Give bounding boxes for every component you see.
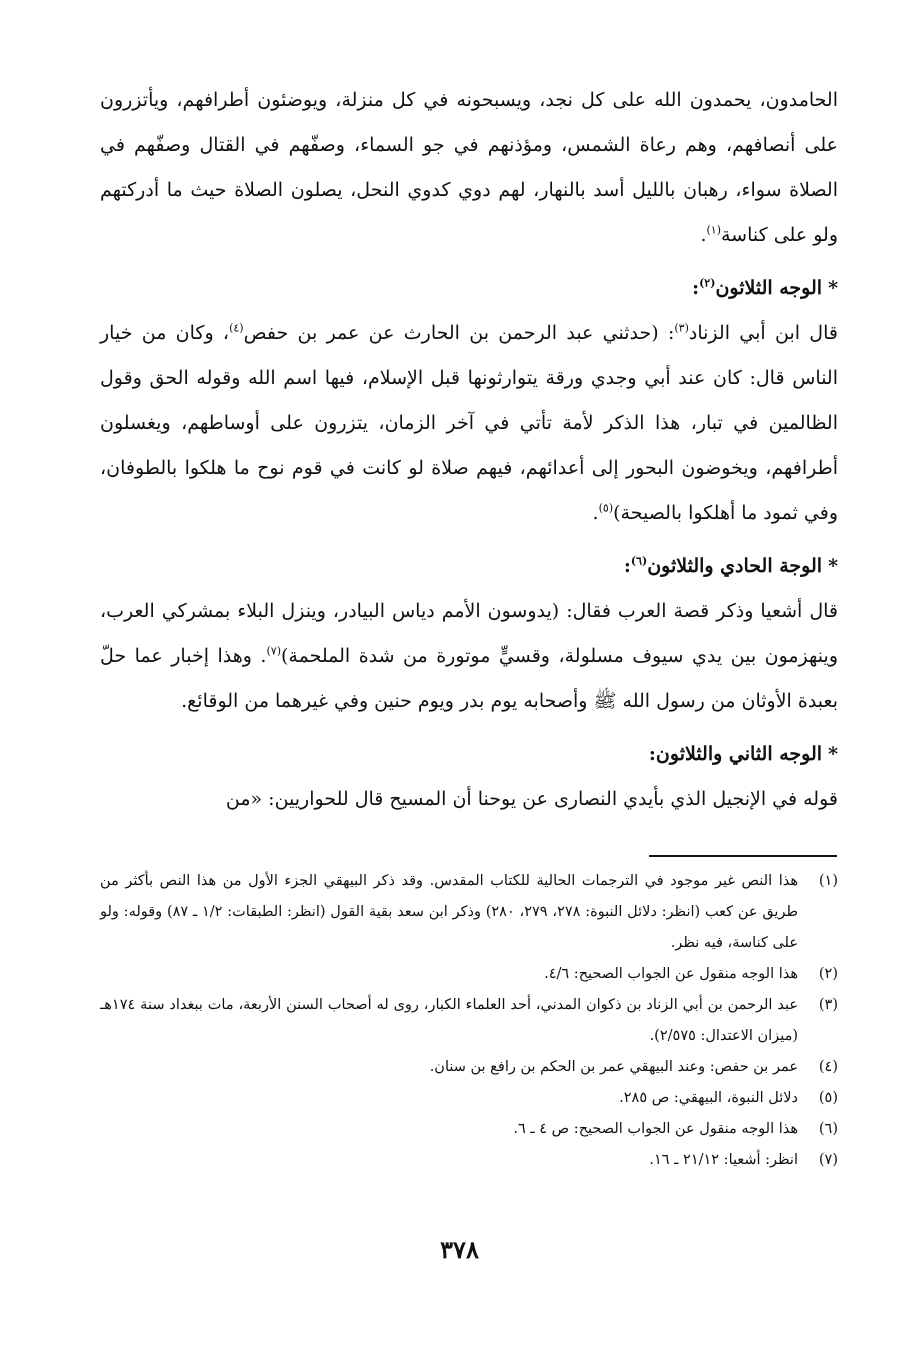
footnote-text: عبد الرحمن بن أبي الزناد بن ذكوان المدني، أحد العلماء الكبار، روى له أصحاب السنن الأربعة، مات ببغداد سنة ١٧٤هـ (ميزان الاعتدال: ٢/٥٧٥). xyxy=(100,997,798,1044)
footnote-item xyxy=(100,990,838,1052)
page-body xyxy=(100,78,838,822)
paragraph-ashiya xyxy=(100,589,838,724)
footnote-number: (٢) xyxy=(818,966,838,982)
footnote-item xyxy=(100,1052,838,1083)
paragraph-text: قال ابن أبي الزناد xyxy=(688,322,838,344)
punctuation: : xyxy=(692,277,700,299)
paragraph-text: الحامدون، يحمدون الله على كل نجد، ويسبحونه في كل منزلة، ويوضئون أطرافهم، ويأتزرون على أنصافهم، وهم رعاة الشمس، ومؤذنهم في جو السماء، وصفّهم في القتال وصفّهم في الصلاة سواء، رهبان بالليل أسد بالنهار، لهم دوي كدوي النحل، يصلون الصلاة حيث ما أدركتهم ولو على كناسة xyxy=(100,89,838,246)
footnote-text: دلائل النبوة، البيهقي: ص ٢٨٥. xyxy=(619,1090,798,1106)
page-number: ٣٧٨ xyxy=(440,1235,479,1264)
heading-text: الوجة الحادي والثلاثون xyxy=(647,555,823,577)
footnote-divider xyxy=(649,855,837,857)
footnote-ref[interactable]: (٥) xyxy=(598,501,614,515)
footnote-item xyxy=(100,1083,838,1114)
footnote-text: هذا الوجه منقول عن الجواب الصحيح: ٤/٦. xyxy=(544,966,798,982)
section-heading-31 xyxy=(100,544,838,589)
punctuation: : xyxy=(648,743,656,765)
paragraph-continuation xyxy=(100,78,838,258)
paragraph-text: : (حدثني عبد الرحمن بن الحارث عن عمر بن حفص xyxy=(243,322,675,344)
paragraph-text: قال أشعيا وذكر قصة العرب فقال: (يدوسون الأمم دياس البيادر، وينزل البلاء بمشركي العرب، وينهزمون بين يدي سيوف مسلولة، وقسيٍّ موتورة من شدة الملحمة) xyxy=(100,600,838,667)
footnote-number: (٣) xyxy=(818,997,838,1013)
paragraph-ibn-abi-zinad xyxy=(100,311,838,536)
footnote-text: انظر: أشعيا: ٢١/١٢ ـ ١٦. xyxy=(649,1152,798,1168)
footnote-text: عمر بن حفص: وعند البيهقي عمر بن الحكم بن رافع بن سنان. xyxy=(429,1059,798,1075)
star-icon: * xyxy=(828,555,838,577)
footnote-number: (١) xyxy=(818,873,838,889)
footnote-item xyxy=(100,959,838,990)
footnote-ref[interactable]: (١) xyxy=(706,223,721,237)
heading-text: الوجه الثلاثون xyxy=(715,277,823,299)
footnote-ref[interactable]: (٧) xyxy=(266,644,281,658)
footnote-number: (٧) xyxy=(818,1152,838,1168)
punctuation: . xyxy=(592,502,599,524)
footnote-number: (٦) xyxy=(818,1121,838,1137)
paragraph-injil: قوله في الإنجيل الذي بأيدي النصارى عن يوحنا أن المسيح قال للحواريين: «من xyxy=(225,788,838,810)
punctuation: . xyxy=(700,224,707,246)
paragraph-text: . وهذا إخبار عما حلّ بعبدة الأوثان من رسول الله ﷺ وأصحابه يوم بدر ويوم حنين وفي غيرهما من الوقائع. xyxy=(100,645,838,712)
footnote-item xyxy=(100,866,838,959)
heading-text: الوجه الثاني والثلاثون xyxy=(655,743,823,765)
footnote-ref[interactable]: (٣) xyxy=(674,321,689,335)
footnote-ref[interactable]: (٤) xyxy=(229,321,244,335)
paragraph-text: ، وكان من خيار الناس قال: كان عند أبي وجدي ورقة يتوارثونها قبل الإسلام، فيها اسم الله وقوله الحق وقول الظالمين في تبار، هذا الذكر لأمة تأتي في آخر الزمان، يتزرون على أوساطهم، ويغسلون أطرافهم، ويخوضون البحور إلى أعدائهم، فيهم صلاة لو كانت في قوم نوح ما هلكوا بالطوفان، وفي ثمود ما أهلكوا بالصيحة) xyxy=(100,322,838,524)
footnote-number: (٥) xyxy=(818,1090,838,1106)
section-heading-30 xyxy=(100,266,838,311)
star-icon: * xyxy=(828,277,838,299)
footnote-item xyxy=(100,1114,838,1145)
footnotes-list xyxy=(100,866,838,1176)
footnote-ref[interactable]: (٦) xyxy=(630,554,648,568)
footnote-item xyxy=(100,1145,838,1176)
footnote-ref[interactable]: (٢) xyxy=(699,276,716,290)
footnote-number: (٤) xyxy=(818,1059,838,1075)
star-icon: * xyxy=(828,743,838,765)
punctuation: : xyxy=(623,555,631,577)
section-heading-32 xyxy=(100,732,838,777)
footnote-text: هذا الوجه منقول عن الجواب الصحيح: ص ٤ ـ ٦. xyxy=(513,1121,798,1137)
footnote-text: هذا النص غير موجود في الترجمات الحالية للكتاب المقدس. وقد ذكر البيهقي الجزء الأول من هذا النص بأكثر من طريق عن كعب (انظر: دلائل النبوة: ٢٧٨، ٢٧٩، ٢٨٠) وذكر ابن سعد بقية القول (انظر: الطبقات: ١/٢ ـ ٨٧) وقوله: ولو على كناسة، فيه نظر. xyxy=(100,873,798,951)
